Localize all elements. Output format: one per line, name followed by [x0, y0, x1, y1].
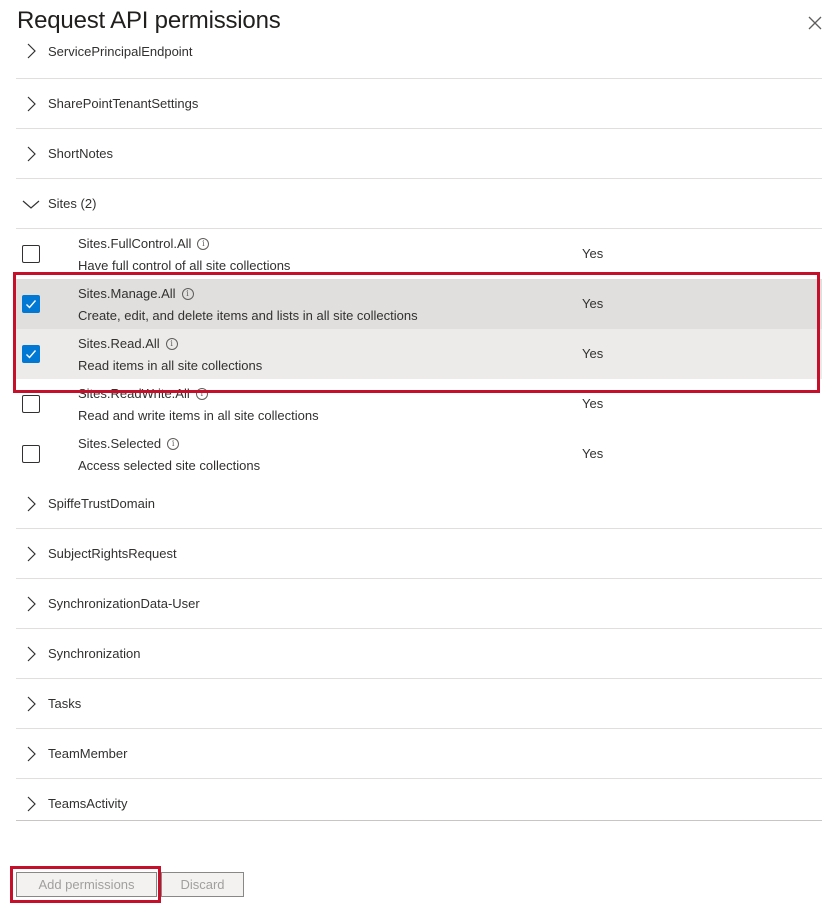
chevron-right-icon [24, 546, 38, 562]
admin-consent-value: Yes [582, 246, 604, 261]
group-label: Sites (2) [48, 196, 97, 211]
permission-description: Read and write items in all site collections [78, 408, 319, 423]
info-icon[interactable]: i [167, 438, 179, 450]
admin-consent-value: Yes [582, 296, 604, 311]
group-label: SpiffeTrustDomain [48, 496, 155, 511]
group-label: Tasks [48, 696, 82, 711]
permission-checkbox[interactable] [22, 395, 40, 413]
group-shortnotes[interactable] [16, 129, 822, 179]
permission-row[interactable] [16, 279, 822, 329]
group-label: ShortNotes [48, 146, 114, 161]
group-sharepointtenantsettings[interactable] [16, 79, 822, 129]
info-icon[interactable]: i [196, 388, 208, 400]
chevron-right-icon [24, 746, 38, 762]
permission-checkbox[interactable] [22, 445, 40, 463]
group-label: TeamsActivity [48, 796, 128, 811]
chevron-right-icon [24, 696, 38, 712]
permission-name: Sites.Manage.All [78, 286, 176, 301]
chevron-right-icon [24, 496, 38, 512]
group-spiffetrustdomain[interactable] [16, 479, 822, 529]
permission-description: Read items in all site collections [78, 358, 263, 373]
chevron-right-icon [24, 96, 38, 112]
chevron-right-icon [24, 796, 38, 812]
add-permissions-button[interactable]: Add permissions [16, 872, 157, 897]
chevron-right-icon [24, 43, 38, 59]
permission-name: Sites.Read.All [78, 336, 160, 351]
info-icon[interactable]: i [166, 338, 178, 350]
permission-name-wrap [78, 286, 194, 301]
chevron-right-icon [24, 596, 38, 612]
group-subjectrightsrequest[interactable] [16, 529, 822, 579]
permission-name-wrap [78, 386, 208, 401]
group-label: ServicePrincipalEndpoint [48, 44, 193, 59]
info-icon[interactable]: i [197, 238, 209, 250]
permission-row[interactable] [16, 379, 822, 429]
chevron-right-icon [24, 146, 38, 162]
group-teammember[interactable] [16, 729, 822, 779]
group-synchronizationdata-user[interactable] [16, 579, 822, 629]
permission-name: Sites.ReadWrite.All [78, 386, 190, 401]
group-serviceprincipalendpoint[interactable] [16, 43, 822, 79]
group-label: SubjectRightsRequest [48, 546, 177, 561]
group-label: TeamMember [48, 746, 128, 761]
permission-checkbox[interactable] [22, 245, 40, 263]
group-teamsactivity[interactable] [16, 779, 822, 821]
group-tasks[interactable] [16, 679, 822, 729]
permission-checkbox[interactable] [22, 295, 40, 313]
admin-consent-value: Yes [582, 396, 604, 411]
panel-title: Request API permissions [17, 7, 281, 34]
permission-row[interactable] [16, 229, 822, 279]
permission-description: Create, edit, and delete items and lists in all site collections [78, 308, 418, 323]
admin-consent-value: Yes [582, 346, 604, 361]
permission-checkbox[interactable] [22, 345, 40, 363]
permission-description: Have full control of all site collections [78, 258, 291, 273]
permission-name-wrap [78, 236, 209, 251]
discard-button[interactable]: Discard [161, 872, 244, 897]
chevron-right-icon [24, 646, 38, 662]
close-icon[interactable] [804, 12, 826, 34]
permission-row[interactable] [16, 429, 822, 479]
chevron-down-icon [22, 196, 40, 212]
permissions-list[interactable] [16, 43, 822, 821]
permission-name: Sites.FullControl.All [78, 236, 192, 251]
permission-name-wrap [78, 336, 178, 351]
permission-description: Access selected site collections [78, 458, 261, 473]
group-label: Synchronization [48, 646, 141, 661]
group-sites[interactable] [16, 179, 822, 229]
info-icon[interactable]: i [182, 288, 194, 300]
group-label: SynchronizationData-User [48, 596, 200, 611]
permission-name: Sites.Selected [78, 436, 162, 451]
group-synchronization[interactable] [16, 629, 822, 679]
admin-consent-value: Yes [582, 446, 604, 461]
permission-name-wrap [78, 436, 179, 451]
group-label: SharePointTenantSettings [48, 96, 199, 111]
permission-row[interactable] [16, 329, 822, 379]
